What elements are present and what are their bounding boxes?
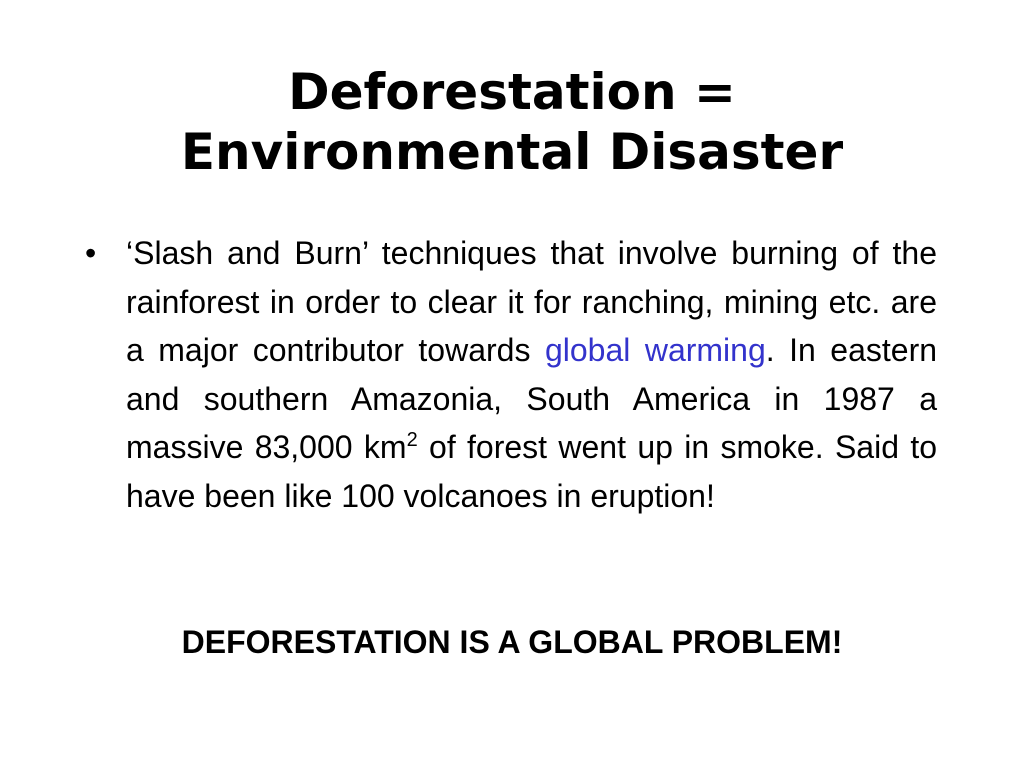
bullet-text-end: of forest went up in smoke. Said to have been like 100 volcanoes in eruption!	[126, 429, 938, 514]
bullet-text-after-link: . In eastern and southern Amazonia, South America in 1987 a massive 83,000 km	[126, 332, 938, 466]
bullet-text-before-link: ‘Slash and Burn’ techniques that involve burning of the rainforest in order to clear it for ranching, mining etc. are a major contributor towards	[126, 235, 937, 369]
callout-text: DEFORESTATION IS A GLOBAL PROBLEM!	[181, 624, 843, 660]
bullet-marker: •	[85, 235, 97, 271]
bullet-list	[85, 229, 937, 521]
superscript-2: 2	[406, 429, 418, 452]
bullet-item	[85, 229, 937, 521]
slide-title-line-2: Environmental Disaster	[180, 123, 844, 181]
global-warming-link[interactable]: global warming	[544, 332, 766, 369]
slide-title	[60, 62, 964, 182]
slide-title-line-1: Deforestation =	[288, 63, 736, 121]
